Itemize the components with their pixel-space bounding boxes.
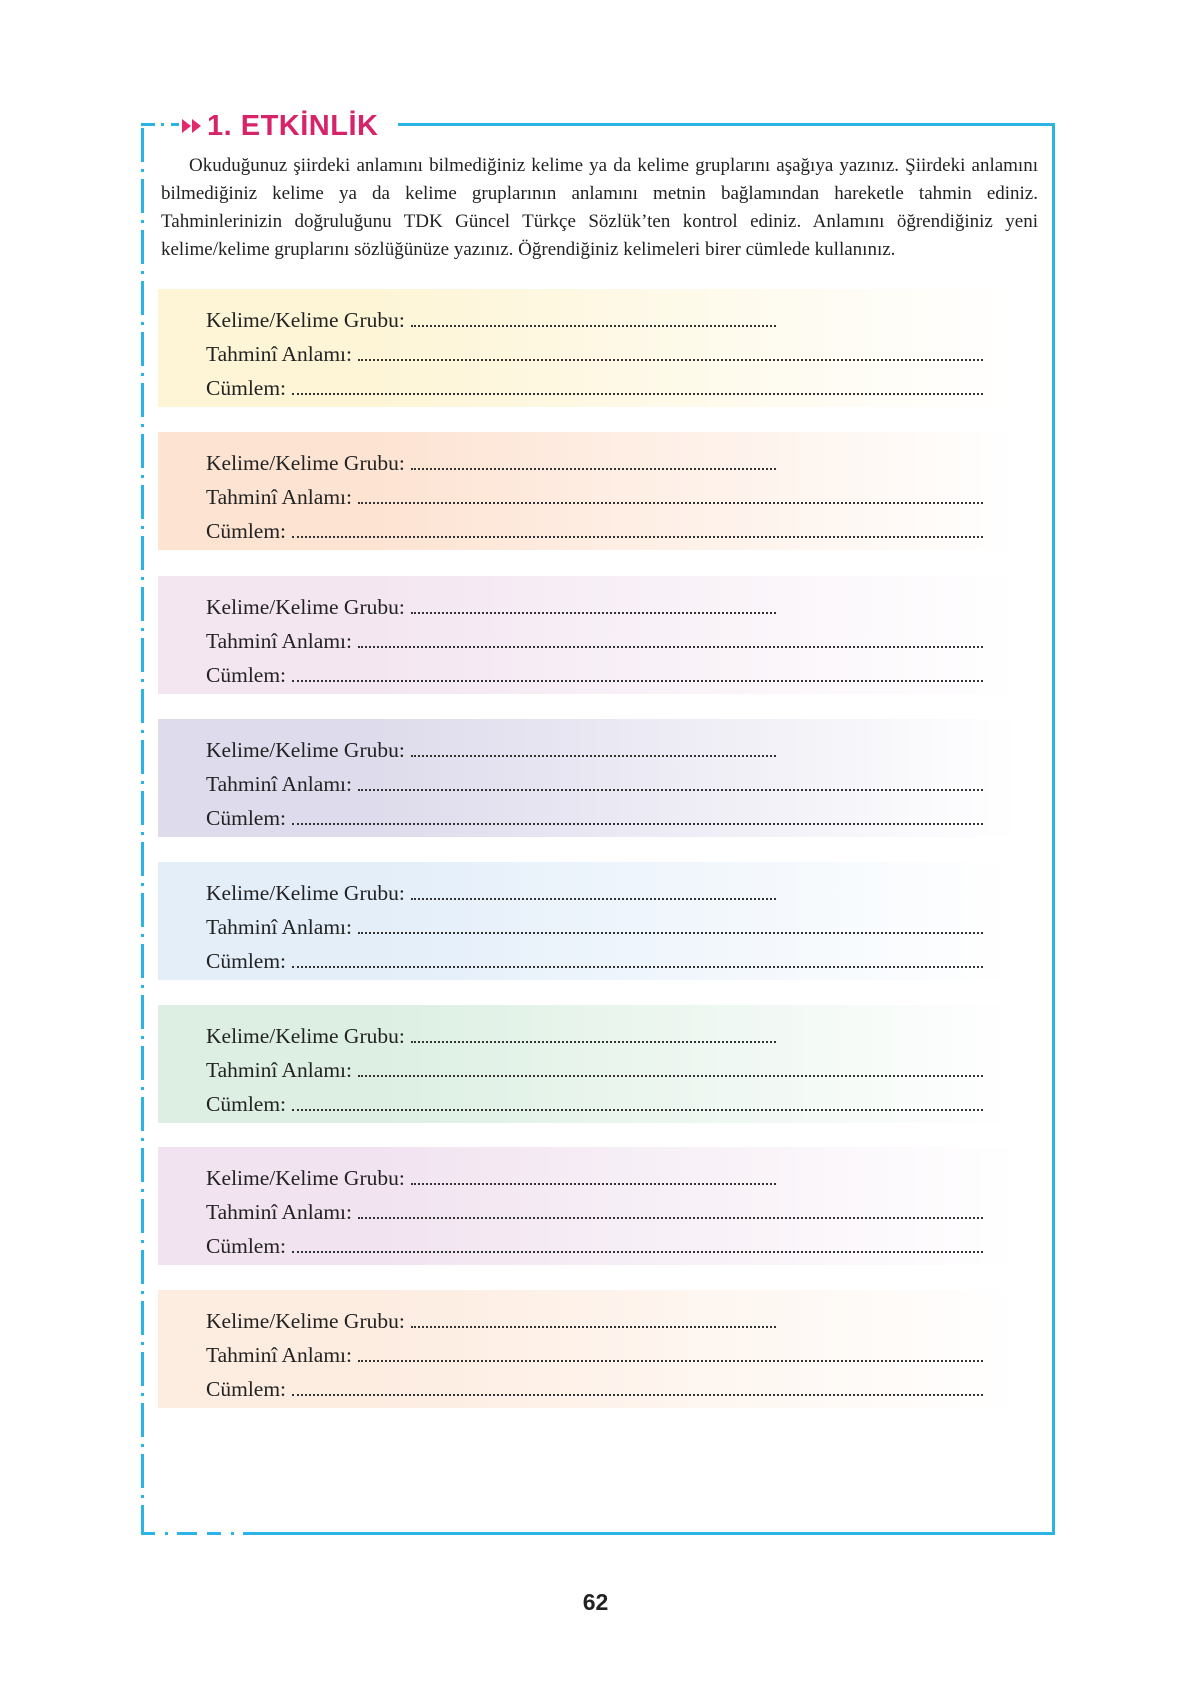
word-field-row (206, 301, 1018, 335)
activity-title: 1. ETKİNLİK (207, 109, 379, 142)
word-field-dotted-line[interactable] (411, 874, 776, 900)
meaning-field-label: Tahminî Anlamı: (206, 915, 352, 939)
sentence-field-row (206, 369, 1018, 403)
word-field-dotted-line[interactable] (411, 731, 776, 757)
word-field-row (206, 1017, 1018, 1051)
word-field-label: Kelime/Kelime Grubu: (206, 595, 405, 619)
vocabulary-entry (158, 1005, 1018, 1123)
vocabulary-entry (158, 862, 1018, 980)
vocabulary-entry (158, 289, 1018, 407)
meaning-field-dotted-line[interactable] (358, 1336, 983, 1362)
word-field-dotted-line[interactable] (411, 588, 776, 614)
sentence-field-label: Cümlem: (206, 806, 287, 830)
vocabulary-entry (158, 719, 1018, 837)
word-field-label: Kelime/Kelime Grubu: (206, 1309, 405, 1333)
sentence-field-dotted-line[interactable] (292, 1227, 983, 1253)
word-field-label: Kelime/Kelime Grubu: (206, 308, 405, 332)
sentence-field-dotted-line[interactable] (292, 369, 983, 395)
sentence-field-label: Cümlem: (206, 663, 287, 687)
meaning-field-row (206, 908, 1018, 942)
sentence-field-label: Cümlem: (206, 519, 287, 543)
meaning-field-row (206, 765, 1018, 799)
word-field-label: Kelime/Kelime Grubu: (206, 1024, 405, 1048)
meaning-field-dotted-line[interactable] (358, 1051, 983, 1077)
word-field-dotted-line[interactable] (411, 1159, 776, 1185)
sentence-field-row (206, 656, 1018, 690)
word-field-dotted-line[interactable] (411, 1302, 776, 1328)
meaning-field-row (206, 1051, 1018, 1085)
sentence-field-dotted-line[interactable] (292, 942, 983, 968)
sentence-field-dotted-line[interactable] (292, 799, 983, 825)
word-field-label: Kelime/Kelime Grubu: (206, 1166, 405, 1190)
word-field-row (206, 444, 1018, 478)
frame-left-dashed-border (141, 128, 144, 1535)
meaning-field-row (206, 1193, 1018, 1227)
frame-top-left-dash (141, 123, 179, 126)
meaning-field-label: Tahminî Anlamı: (206, 772, 352, 796)
sentence-field-dotted-line[interactable] (292, 1370, 983, 1396)
sentence-field-label: Cümlem: (206, 376, 287, 400)
word-field-label: Kelime/Kelime Grubu: (206, 451, 405, 475)
meaning-field-label: Tahminî Anlamı: (206, 342, 352, 366)
word-field-dotted-line[interactable] (411, 1017, 776, 1043)
vocabulary-entry (158, 1290, 1018, 1408)
vocabulary-entry (158, 576, 1018, 694)
vocabulary-entry (158, 1147, 1018, 1265)
meaning-field-label: Tahminî Anlamı: (206, 1058, 352, 1082)
sentence-field-row (206, 1370, 1018, 1404)
word-field-dotted-line[interactable] (411, 444, 776, 470)
meaning-field-dotted-line[interactable] (358, 765, 983, 791)
sentence-field-row (206, 799, 1018, 833)
vocabulary-entry (158, 432, 1018, 550)
sentence-field-row (206, 1227, 1018, 1261)
sentence-field-row (206, 1085, 1018, 1119)
frame-right-border (1052, 123, 1055, 1535)
word-field-row (206, 731, 1018, 765)
sentence-field-dotted-line[interactable] (292, 1085, 983, 1111)
word-field-label: Kelime/Kelime Grubu: (206, 881, 405, 905)
double-arrow-icon (182, 119, 201, 133)
sentence-field-row (206, 942, 1018, 976)
sentence-field-label: Cümlem: (206, 1234, 287, 1258)
word-field-row (206, 588, 1018, 622)
meaning-field-dotted-line[interactable] (358, 478, 983, 504)
word-field-dotted-line[interactable] (411, 301, 776, 327)
sentence-field-label: Cümlem: (206, 949, 287, 973)
word-field-row (206, 874, 1018, 908)
meaning-field-dotted-line[interactable] (358, 908, 983, 934)
word-field-label: Kelime/Kelime Grubu: (206, 738, 405, 762)
frame-top-border (398, 123, 1055, 126)
meaning-field-row (206, 622, 1018, 656)
meaning-field-label: Tahminî Anlamı: (206, 1200, 352, 1224)
sentence-field-dotted-line[interactable] (292, 512, 983, 538)
frame-bottom-left-dash (141, 1532, 250, 1535)
meaning-field-dotted-line[interactable] (358, 622, 983, 648)
activity-instructions: Okuduğunuz şiirdeki anlamını bilmediğiniz kelime ya da kelime gruplarını aşağıya yazınız. Şiirdeki anlamını bilmediğiniz kelime ya da kelime gruplarının anlamını metnin bağlamından hareketle tahmin ediniz. Tahminlerinizin doğruluğunu TDK Güncel Türkçe Sözlük’ten kontrol ediniz. Anlamını öğrendiğiniz yeni kelime/kelime gruplarını sözlüğünüze yazınız. Öğrendiğiniz kelimeleri birer cümlede kullanınız. (161, 155, 1038, 260)
word-field-row (206, 1302, 1018, 1336)
page-number: 62 (582, 1589, 609, 1615)
meaning-field-row (206, 335, 1018, 369)
sentence-field-dotted-line[interactable] (292, 656, 983, 682)
sentence-field-label: Cümlem: (206, 1377, 287, 1401)
meaning-field-dotted-line[interactable] (358, 1193, 983, 1219)
meaning-field-row (206, 478, 1018, 512)
meaning-field-row (206, 1336, 1018, 1370)
meaning-field-label: Tahminî Anlamı: (206, 485, 352, 509)
word-field-row (206, 1159, 1018, 1193)
frame-bottom-border (250, 1532, 1055, 1535)
meaning-field-dotted-line[interactable] (358, 335, 983, 361)
meaning-field-label: Tahminî Anlamı: (206, 1343, 352, 1367)
sentence-field-label: Cümlem: (206, 1092, 287, 1116)
activity-heading (182, 106, 378, 146)
meaning-field-label: Tahminî Anlamı: (206, 629, 352, 653)
sentence-field-row (206, 512, 1018, 546)
